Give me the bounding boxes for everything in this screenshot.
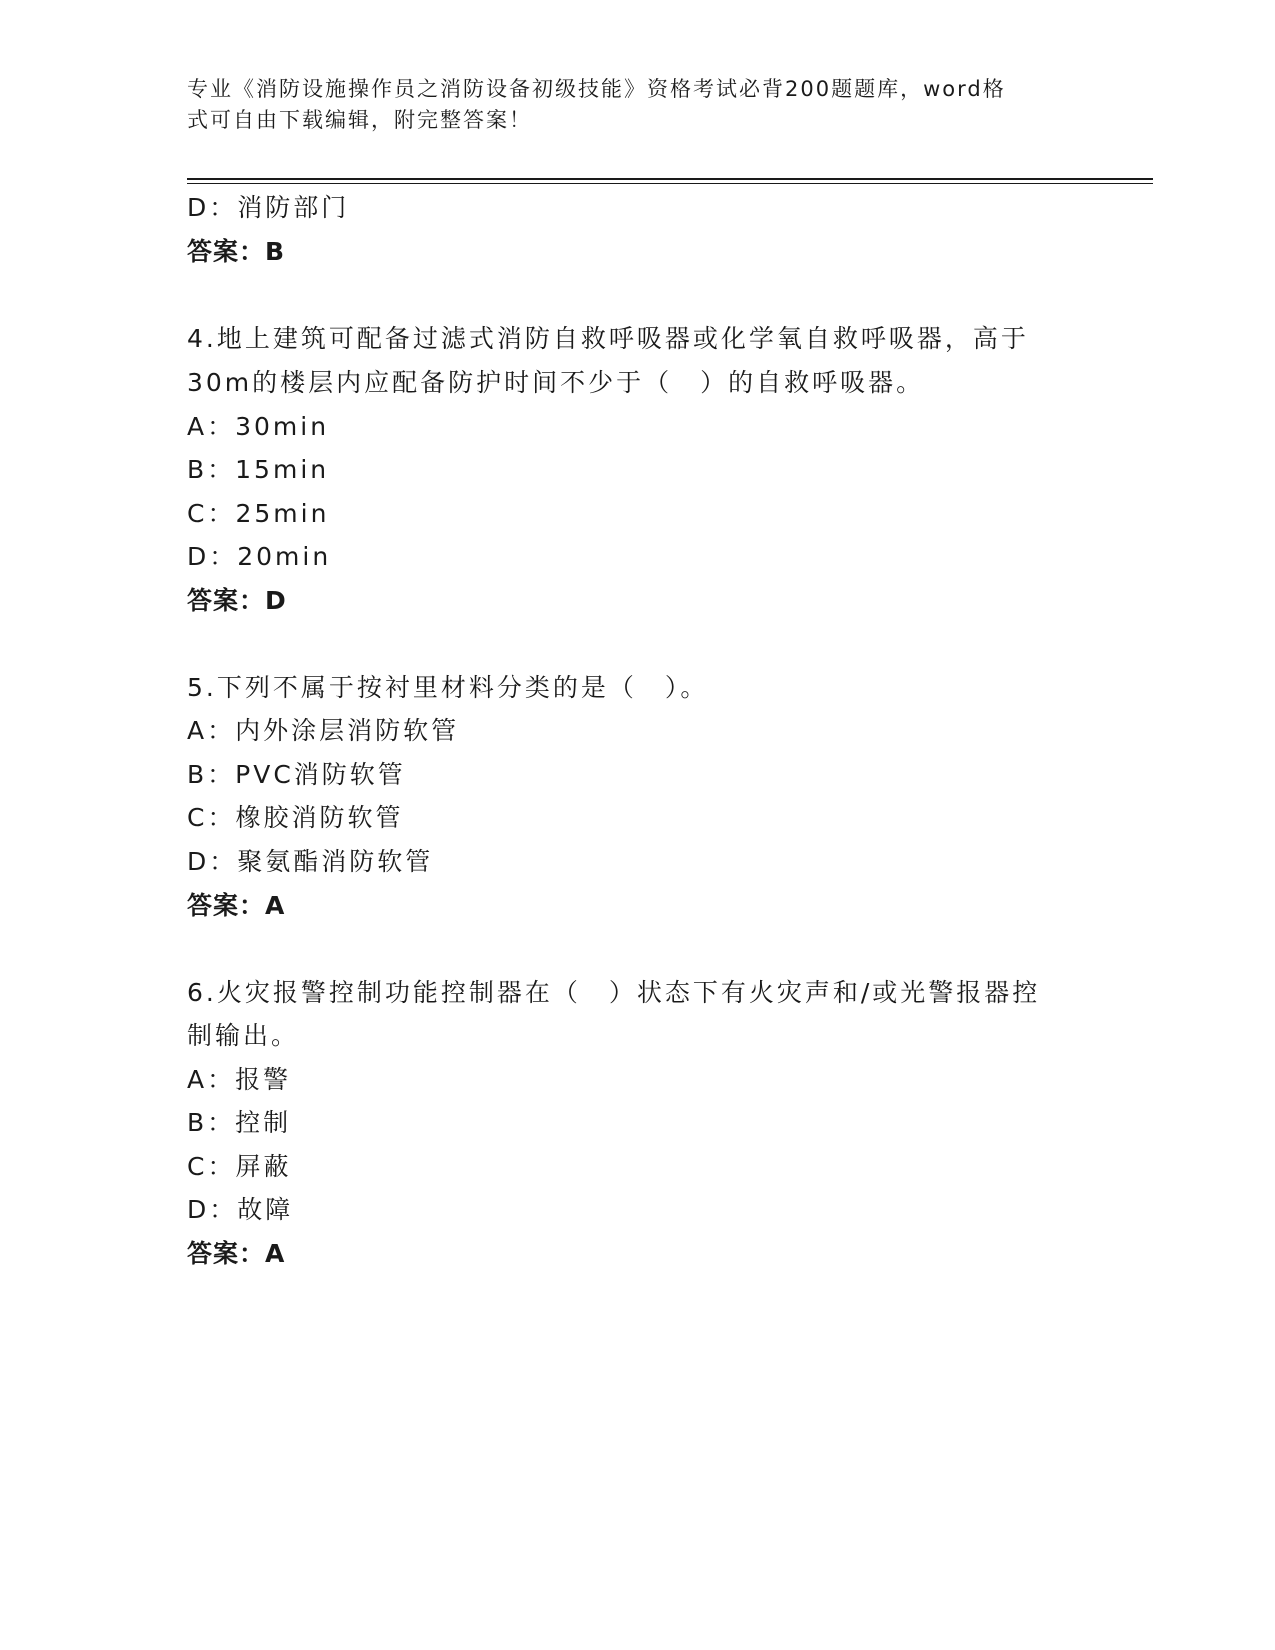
q6-stem-line-2: 制输出。 [187,1021,300,1050]
q3-answer: 答案：B [187,237,286,266]
q6-option-d: D：故障 [187,1195,294,1224]
q6-answer: 答案：A [187,1239,286,1268]
q6-option-a: A：报警 [187,1065,292,1094]
header-line-2: 式可自由下载编辑，附完整答案！ [187,108,532,132]
q5-option-d: D：聚氨酯消防软管 [187,847,434,876]
q5-option-c: C：橡胶消防软管 [187,803,404,832]
q5-option-b: B：PVC消防软管 [187,760,406,789]
header-divider-thick [187,178,1153,180]
q3-option-d: D：消防部门 [187,193,350,222]
q4-option-c: C：25min [187,499,330,528]
q6-option-c: C：屏蔽 [187,1152,292,1181]
q4-option-b: B：15min [187,455,330,484]
header-divider-thin [187,183,1153,184]
q5-answer: 答案：A [187,891,286,920]
q4-stem-line-2: 30m的楼层内应配备防护时间不少于（ ）的自救呼吸器。 [187,368,925,397]
q6-stem-line-1: 6.火灾报警控制功能控制器在（ ）状态下有火灾声和/或光警报器控 [187,978,1041,1007]
q5-stem: 5.下列不属于按衬里材料分类的是（ ）。 [187,673,709,702]
header-line-1: 专业《消防设施操作员之消防设备初级技能》资格考试必背200题题库，word格 [187,77,1006,101]
q4-option-a: A：30min [187,412,330,441]
q4-option-d: D：20min [187,542,332,571]
q6-option-b: B：控制 [187,1108,292,1137]
q5-option-a: A：内外涂层消防软管 [187,716,460,745]
q4-stem-line-1: 4.地上建筑可配备过滤式消防自救呼吸器或化学氧自救呼吸器，高于 [187,324,1029,353]
document-header [187,74,1087,136]
q4-answer: 答案：D [187,586,287,615]
